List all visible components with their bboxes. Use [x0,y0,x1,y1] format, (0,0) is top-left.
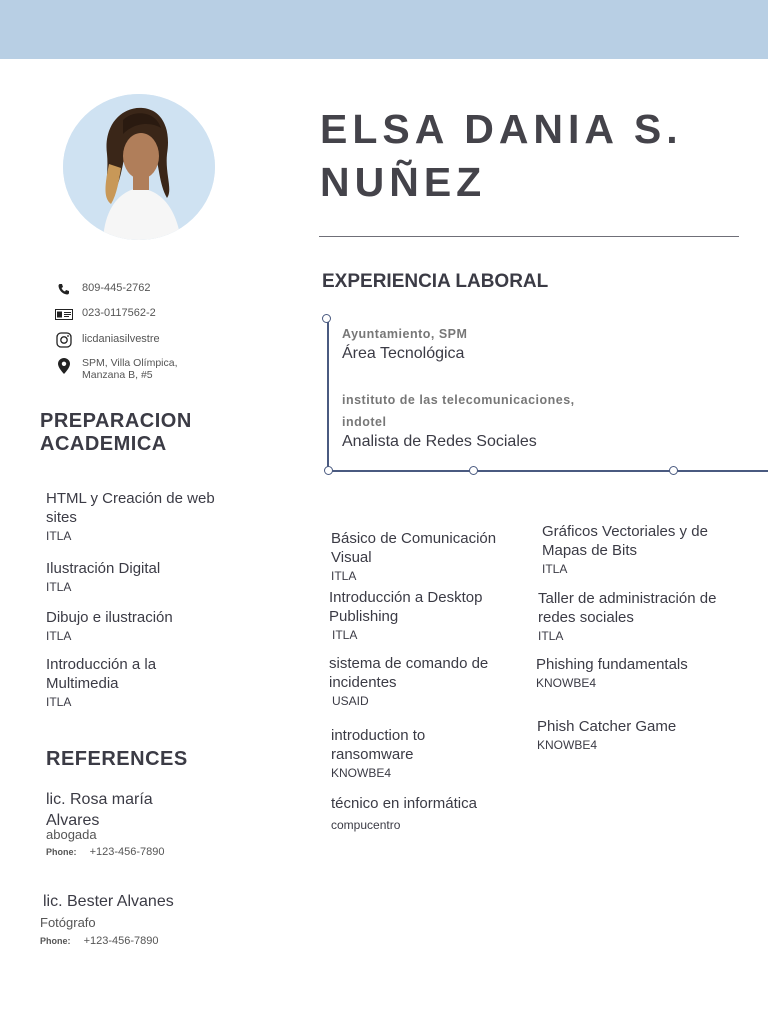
reference-item [40,893,260,947]
education-heading-line-1: PREPARACION [40,410,192,432]
experience-item [342,327,642,363]
contact-id [54,307,234,333]
reference-role: Fotógrafo [40,915,96,930]
reference-name [46,789,246,831]
course-school: compucentro [331,818,401,832]
experience-role: Analista de Redes Sociales [342,433,537,450]
education-item-school: ITLA [46,629,72,643]
course-school: ITLA [542,562,568,576]
education-item-school: ITLA [46,529,72,543]
id-text: 023-0117562-2 [82,307,156,319]
candidate-name [320,103,750,209]
course-item [331,794,531,835]
education-item [46,489,246,546]
course-title: Phishing fundamentals [536,656,688,673]
references-heading: REFERENCES [46,748,188,770]
course-school: KNOWBE4 [536,676,597,690]
education-item-title: Dibujo e ilustración [46,609,173,626]
course-item [536,655,736,693]
course-item [331,726,481,783]
education-item-title: HTML y Creación de web sites [46,490,215,526]
timeline-dot [322,314,331,323]
education-item-school: ITLA [46,580,72,594]
instagram-icon [54,333,74,347]
experience-org [342,389,642,433]
instagram-text: licdaniasilvestre [82,333,160,345]
course-title: introduction to ransomware [331,727,426,763]
education-item-school: ITLA [46,695,72,709]
course-title: Básico de Comunicación Visual [331,530,497,566]
name-line-1: ELSA DANIA S. [320,106,683,152]
education-heading [40,410,192,456]
reference-name: lic. Bester Alvanes [43,893,174,910]
course-school: KNOWBE4 [331,766,392,780]
course-school: KNOWBE4 [537,738,598,752]
course-item [329,588,524,645]
contact-instagram [54,333,234,357]
course-item [542,522,732,579]
reference-name-line-2: Alvares [46,812,100,829]
reference-item [46,789,246,858]
course-title: Introducción a Desktop Publishing [329,589,483,625]
experience-org-line-1: instituto de las telecomunicaciones, [342,393,575,407]
phone-number: +123-456-7890 [83,935,159,947]
course-item [537,717,737,755]
phone-icon [54,282,74,296]
reference-role: abogada [46,827,97,842]
address-line-1: SPM, Villa Olímpica, [82,357,178,369]
phone-label: Phone: [40,936,71,946]
top-banner [0,0,768,59]
course-school: ITLA [538,629,564,643]
course-title: Gráficos Vectoriales y de Mapas de Bits [542,523,708,559]
education-heading-line-2: ACADEMICA [40,433,167,455]
course-school: ITLA [332,628,358,642]
phone-number: +123-456-7890 [89,846,165,858]
experience-role: Área Tecnológica [342,345,465,362]
name-divider [319,236,739,237]
id-card-icon [54,307,74,321]
education-item-title: Ilustración Digital [46,560,161,577]
course-title: técnico en informática [331,795,477,812]
timeline-dot [469,466,478,475]
contact-list [54,282,234,387]
education-item [46,608,246,646]
timeline-dot [324,466,333,475]
course-school: USAID [332,694,369,708]
course-item [538,589,738,646]
course-title: sistema de comando de incidentes [329,655,489,691]
course-item [331,529,526,586]
education-item [46,655,206,712]
education-item-title: Introducción a la Multimedia [46,656,157,692]
reference-phone [40,935,260,947]
contact-phone [54,282,234,307]
profile-photo [63,94,215,240]
timeline-dot [669,466,678,475]
course-title: Taller de administración de redes sociales [538,590,717,626]
course-school: ITLA [331,569,357,583]
reference-name-line-1: lic. Rosa maría [46,791,153,808]
experience-item [342,389,642,451]
timeline-vertical-line [327,321,329,471]
experience-heading: EXPERIENCIA LABORAL [322,271,549,292]
experience-org-line-2: indotel [342,415,387,429]
education-item [46,559,246,597]
phone-label: Phone: [46,847,77,857]
course-title: Phish Catcher Game [537,718,677,735]
course-item [329,654,524,711]
contact-address [54,357,234,387]
address-line-2: Manzana B, #5 [82,369,153,381]
name-line-2: NUÑEZ [320,159,487,205]
experience-org: Ayuntamiento, SPM [342,327,468,341]
phone-text: 809-445-2762 [82,282,151,294]
location-pin-icon [54,357,74,375]
reference-phone [46,846,246,858]
timeline-horizontal-line [328,470,768,472]
